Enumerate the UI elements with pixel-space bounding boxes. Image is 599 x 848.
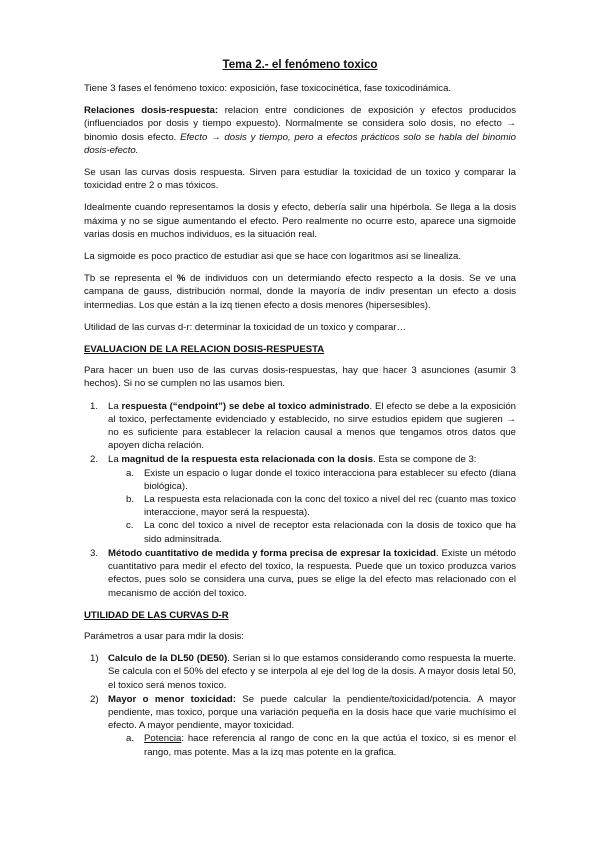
sub-list-item — [126, 732, 516, 758]
list-item-bold: Método cuantitativo de medida y forma precisa de expresar la toxicidad — [108, 547, 437, 559]
list-item-text: . El efecto se debe a la exposición al toxico, perfectamente evidenciado y establecido, no sirve estudios epidem que sugieren → no es suficiente para establecer la relacion causal a menos que tengamos otros datos que apoyen dicha relación. — [108, 400, 516, 452]
sub-list-item — [126, 493, 516, 519]
list-item-bold: Mayor o menor toxicidad: — [108, 693, 236, 705]
section-heading-utilidad: UTILIDAD DE LAS CURVAS D-R — [84, 609, 229, 621]
list-item-bold: respuesta (“endpoint”) se debe al toxico administrado — [121, 400, 370, 412]
sub-item-letter: c. — [126, 520, 134, 532]
sub-item-letter: a. — [126, 733, 135, 745]
list-item-number: 1) — [90, 653, 99, 665]
parametros-list — [84, 652, 516, 759]
list-item-number: 2. — [90, 454, 99, 466]
parametros-paragraph: Parámetros a usar para mdir la dosis: — [84, 630, 244, 642]
sub-list — [108, 467, 516, 546]
sub-item-text: Existe un espacio o lugar donde el toxico interacciona para establecer su efecto (diana biológica). — [144, 467, 516, 492]
utilidad-paragraph: Utilidad de las curvas d-r: determinar la toxicidad de un toxico y comparar… — [84, 321, 407, 333]
list-item — [90, 547, 516, 600]
sub-item-text: La respuesta esta relacionada con la conc del toxico a nivel del rec (cuanto mas toxico interaccione, mayor será la respuesta). — [144, 494, 516, 519]
list-item-text: Se puede calcular la pendiente/toxicidad/potencia. A mayor pendiente, mas toxico, porque una variación pequeña en la dosis hace que varie muchísimo el efecto. A mayor pendiente, mayor toxicidad. — [108, 693, 516, 732]
relaciones-text: relacion entre condiciones de exposición y efectos producidos (influenciados por dosis y tiempo expuesto). Normalmente se considera solo dosis, no efecto → binomio dosis efecto. — [84, 105, 516, 143]
sub-item-letter: b. — [126, 494, 135, 506]
relaciones-italic: Efecto → dosis y tiempo, pero a efectos prácticos solo se habla del binomio dosis-efecto. — [84, 131, 517, 156]
list-item-bold: Calculo de la DL50 (DE50) — [108, 653, 228, 665]
intro-paragraph: Tiene 3 fases el fenómeno toxico: exposición, fase toxicocinética, fase toxicodinámica. — [84, 83, 452, 94]
curvas-paragraph: Se usan las curvas dosis respuesta. Sirven para estudiar la toxicidad de un toxico y comparar la toxicidad entre 2 o mas tóxicos. — [84, 167, 516, 192]
list-item — [90, 453, 516, 545]
sub-list-item — [126, 519, 516, 545]
list-item-prefix: La — [108, 454, 122, 466]
relaciones-paragraph — [84, 104, 516, 157]
list-item-number: 3. — [90, 547, 99, 559]
list-item-number: 2) — [90, 693, 99, 705]
sub-list — [108, 732, 516, 758]
sub-item-term: Potencia — [144, 733, 182, 745]
list-item — [90, 400, 516, 453]
porcentaje-symbol: % — [176, 273, 186, 285]
list-item-text: . Esta se compone de 3: — [373, 454, 477, 466]
list-item-number: 1. — [90, 400, 99, 412]
page-title: Tema 2.- el fenómeno toxico — [222, 58, 378, 71]
sigmoide-paragraph: La sigmoide es poco practico de estudiar asi que se hace con logaritmos asi se linealiza. — [84, 251, 462, 263]
porcentaje-paragraph — [84, 272, 516, 312]
list-item-bold: magnitud de la respuesta esta relacionada con la dosis — [121, 454, 373, 466]
porcentaje-text-1: Tb se representa el — [84, 273, 177, 285]
sub-list-item — [126, 467, 516, 493]
section-heading-evaluacion: EVALUACION DE LA RELACION DOSIS-RESPUESTA — [84, 344, 325, 356]
relaciones-term: Relaciones dosis-respuesta: — [84, 105, 219, 117]
list-item — [90, 652, 516, 692]
document-body — [84, 57, 516, 768]
list-item — [90, 693, 516, 759]
list-item-text: . Serian si lo que estamos considerando como respuesta la muerte. Se calcula con el 50% del efecto y se interpola al eje del log de la dosis. A mayor dosis letal 50, el toxico será menos toxico. — [108, 653, 516, 691]
porcentaje-text-2: de individuos con un determiando efecto respecto a la dosis. Se ve una campana de gauss, distribución normal, donde la mayoría de indiv presentan un efecto a dosis intermedias. Los que están a la izq tienen efecto a dosis menores (hipersesibles). — [84, 273, 516, 311]
list-item-text: . Existe un método cuantitativo para medir el efecto del toxico, la respuesta. Puede que un toxico produzca varios efectos, pues solo se considera una curva, pues se elige la del efecto mas relacionado con el mecanismo de acción del toxico. — [108, 547, 516, 599]
idealmente-paragraph: Idealmente cuando representamos la dosis y efecto, debería salir una hipérbola. Se llega a la dosis máxima y no se sigue aumentando el efecto. Pero realmente no ocurre esto, aparece una sigmoide varias dosis en muchos individuos, es la situación real. — [84, 202, 516, 240]
sub-item-text: : hace referencia al rango de conc en la que actúa el toxico, si es menor el rango, mas potente. Mas a la izq mas potente en la grafica. — [144, 733, 516, 758]
sub-item-letter: a. — [126, 467, 135, 479]
sub-item-text: La conc del toxico a nivel de receptor esta relacionada con la dosis de toxico que ha sido adminsitrada. — [144, 520, 516, 545]
list-item-prefix: La — [108, 400, 122, 412]
asunciones-list — [84, 400, 516, 600]
evaluacion-paragraph: Para hacer un buen uso de las curvas dosis-respuestas, hay que hacer 3 asunciones (asumir 3 hechos). Si no se cumplen no las usamos bien. — [84, 365, 516, 390]
